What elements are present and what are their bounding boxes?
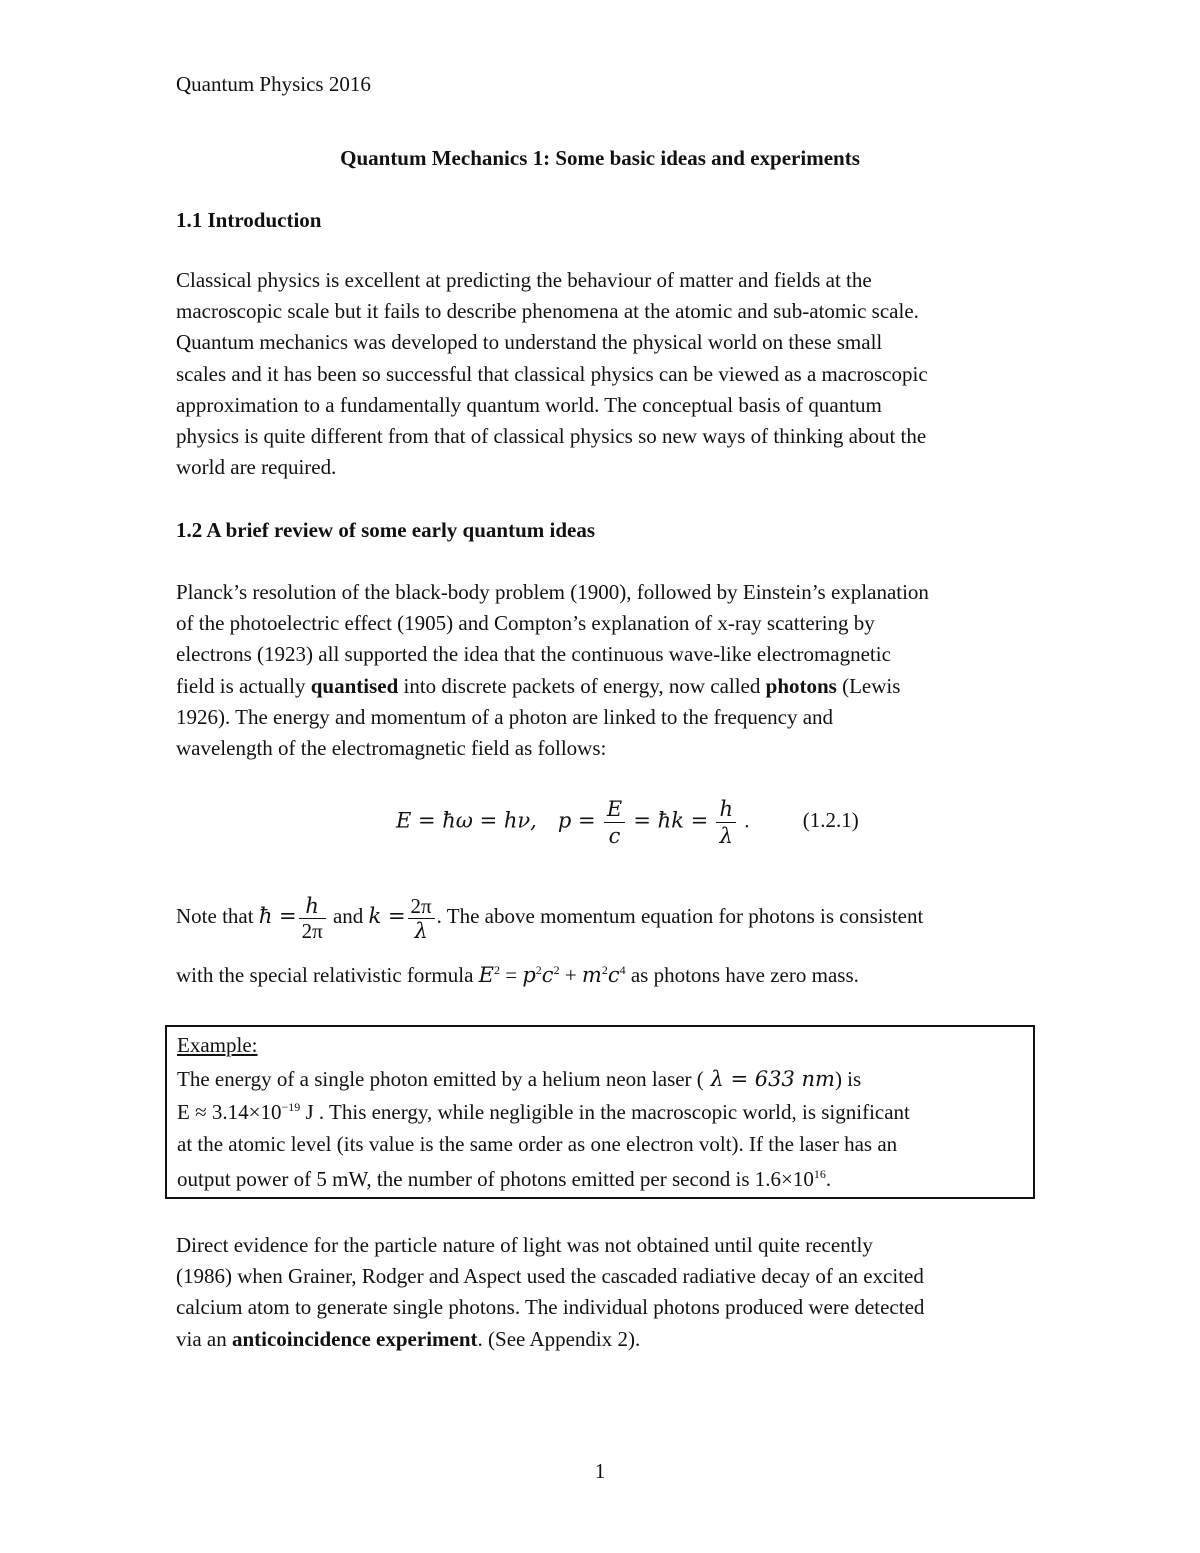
text-run: with the special relativistic formula	[176, 963, 479, 987]
paragraph-line: approximation to a fundamentally quantum world. The conceptual basis of quantum	[176, 393, 882, 417]
example-line	[177, 1065, 861, 1093]
term-quantised: quantised	[310, 674, 399, 698]
equation-dot: .	[744, 808, 750, 833]
exponent: −19	[281, 1100, 301, 1114]
text-run: via an	[176, 1327, 232, 1351]
page-number: 1	[594, 1459, 606, 1483]
text-run: ) is	[834, 1067, 862, 1091]
text-run: as photons have zero mass.	[625, 963, 859, 987]
text-run: .	[825, 1167, 832, 1191]
equation-number: (1.2.1)	[802, 808, 859, 833]
fraction-numerator: 2π	[408, 894, 435, 919]
fraction-numerator: E	[604, 796, 625, 823]
k-symbol: k =	[368, 904, 406, 928]
example-line	[177, 1098, 910, 1126]
fraction-2pi-over-lambda	[408, 894, 435, 943]
formula-term: =	[500, 963, 523, 987]
note-line	[176, 890, 923, 943]
note-line-2	[176, 961, 859, 989]
paragraph-line	[176, 672, 900, 700]
exponent: 2	[535, 963, 542, 977]
paragraph-line: (1986) when Grainer, Rodger and Aspect used the cascaded radiative decay of an excited	[176, 1264, 924, 1288]
fraction-h-over-lambda	[716, 796, 736, 849]
fraction-numerator: h	[299, 894, 326, 919]
text-run: . (See Appendix 2).	[477, 1327, 641, 1351]
fraction-denominator: λ	[414, 918, 428, 943]
fraction-e-over-c	[604, 796, 625, 849]
paragraph-line: calcium atom to generate single photons. The individual photons produced were detected	[176, 1295, 925, 1319]
example-line	[177, 1165, 831, 1193]
fraction-denominator: λ	[719, 824, 733, 848]
formula-term: +	[559, 963, 582, 987]
formula-term: c	[541, 963, 554, 987]
exponent: 16	[813, 1167, 826, 1181]
equation-p: p =	[557, 808, 596, 833]
equation-mid: = ħk =	[633, 808, 709, 833]
text-run: (Lewis	[836, 674, 901, 698]
section-heading-early-quantum-ideas: 1.2 A brief review of some early quantum ideas	[176, 518, 595, 542]
paragraph-line: Planck’s resolution of the black-body problem (1900), followed by Einstein’s explanation	[176, 580, 929, 604]
paragraph-line: wavelength of the electromagnetic field as follows:	[176, 736, 607, 760]
formula-term: m	[581, 963, 602, 987]
formula-term: c	[607, 963, 620, 987]
text-run: . The above momentum equation for photons is consistent	[436, 904, 924, 928]
paragraph-line	[176, 1325, 640, 1353]
paragraph-line: 1926). The energy and momentum of a photon are linked to the frequency and	[176, 705, 834, 729]
formula-term: E	[478, 963, 494, 987]
term-photons: photons	[765, 674, 837, 698]
section-heading-introduction: 1.1 Introduction	[176, 208, 322, 232]
text-run: and	[327, 904, 369, 928]
formula-term: p	[522, 963, 536, 987]
paragraph-line: Classical physics is excellent at predicting the behaviour of matter and fields at the	[176, 268, 872, 292]
running-header: Quantum Physics 2016	[176, 72, 371, 96]
text-run: Note that	[176, 904, 259, 928]
text-run: output power of 5 mW, the number of photons emitted per second is 1.6×10	[177, 1167, 814, 1191]
lambda-value: λ = 633 nm	[703, 1067, 835, 1091]
example-line: at the atomic level (its value is the same order as one electron volt). If the laser has an	[177, 1132, 898, 1156]
fraction-denominator: c	[608, 824, 621, 848]
hbar-symbol: ħ =	[258, 904, 297, 928]
equation-lhs: E = ħω = hν,	[396, 808, 537, 833]
fraction-h-over-2pi	[299, 894, 326, 943]
page-title: Quantum Mechanics 1: Some basic ideas and experiments	[340, 146, 860, 170]
paragraph-line: of the photoelectric effect (1905) and Compton’s explanation of x-ray scattering by	[176, 611, 875, 635]
paragraph-line: scales and it has been so successful that classical physics can be viewed as a macroscopic	[176, 362, 928, 386]
fraction-denominator: 2π	[301, 918, 323, 943]
fraction-numerator: h	[716, 796, 736, 823]
paragraph-line: electrons (1923) all supported the idea that the continuous wave-like electromagnetic	[176, 642, 891, 666]
text-run: into discrete packets of energy, now called	[398, 674, 766, 698]
paragraph-line: macroscopic scale but it fails to describe phenomena at the atomic and sub-atomic scale.	[176, 299, 919, 323]
example-box	[165, 1025, 1035, 1199]
text-run: The energy of a single photon emitted by a helium neon laser (	[177, 1067, 704, 1091]
exponent: 2	[601, 963, 608, 977]
text-run: field is actually	[176, 674, 311, 698]
text-run: J . This energy, while negligible in the macroscopic world, is significant	[300, 1100, 910, 1124]
example-label: Example:	[177, 1033, 258, 1057]
paragraph-line: physics is quite different from that of classical physics so new ways of thinking about the	[176, 424, 927, 448]
exponent: 2	[494, 963, 500, 977]
exponent: 2	[553, 963, 560, 977]
energy-value: E ≈ 3.14×10	[177, 1100, 282, 1124]
paragraph-line: Direct evidence for the particle nature of light was not obtained until quite recently	[176, 1233, 873, 1257]
term-anticoincidence-experiment: anticoincidence experiment	[231, 1327, 478, 1351]
equation-1-2-1	[396, 796, 859, 860]
paragraph-line: world are required.	[176, 455, 337, 479]
exponent: 4	[619, 963, 626, 977]
paragraph-line: Quantum mechanics was developed to understand the physical world on these small	[176, 330, 883, 354]
